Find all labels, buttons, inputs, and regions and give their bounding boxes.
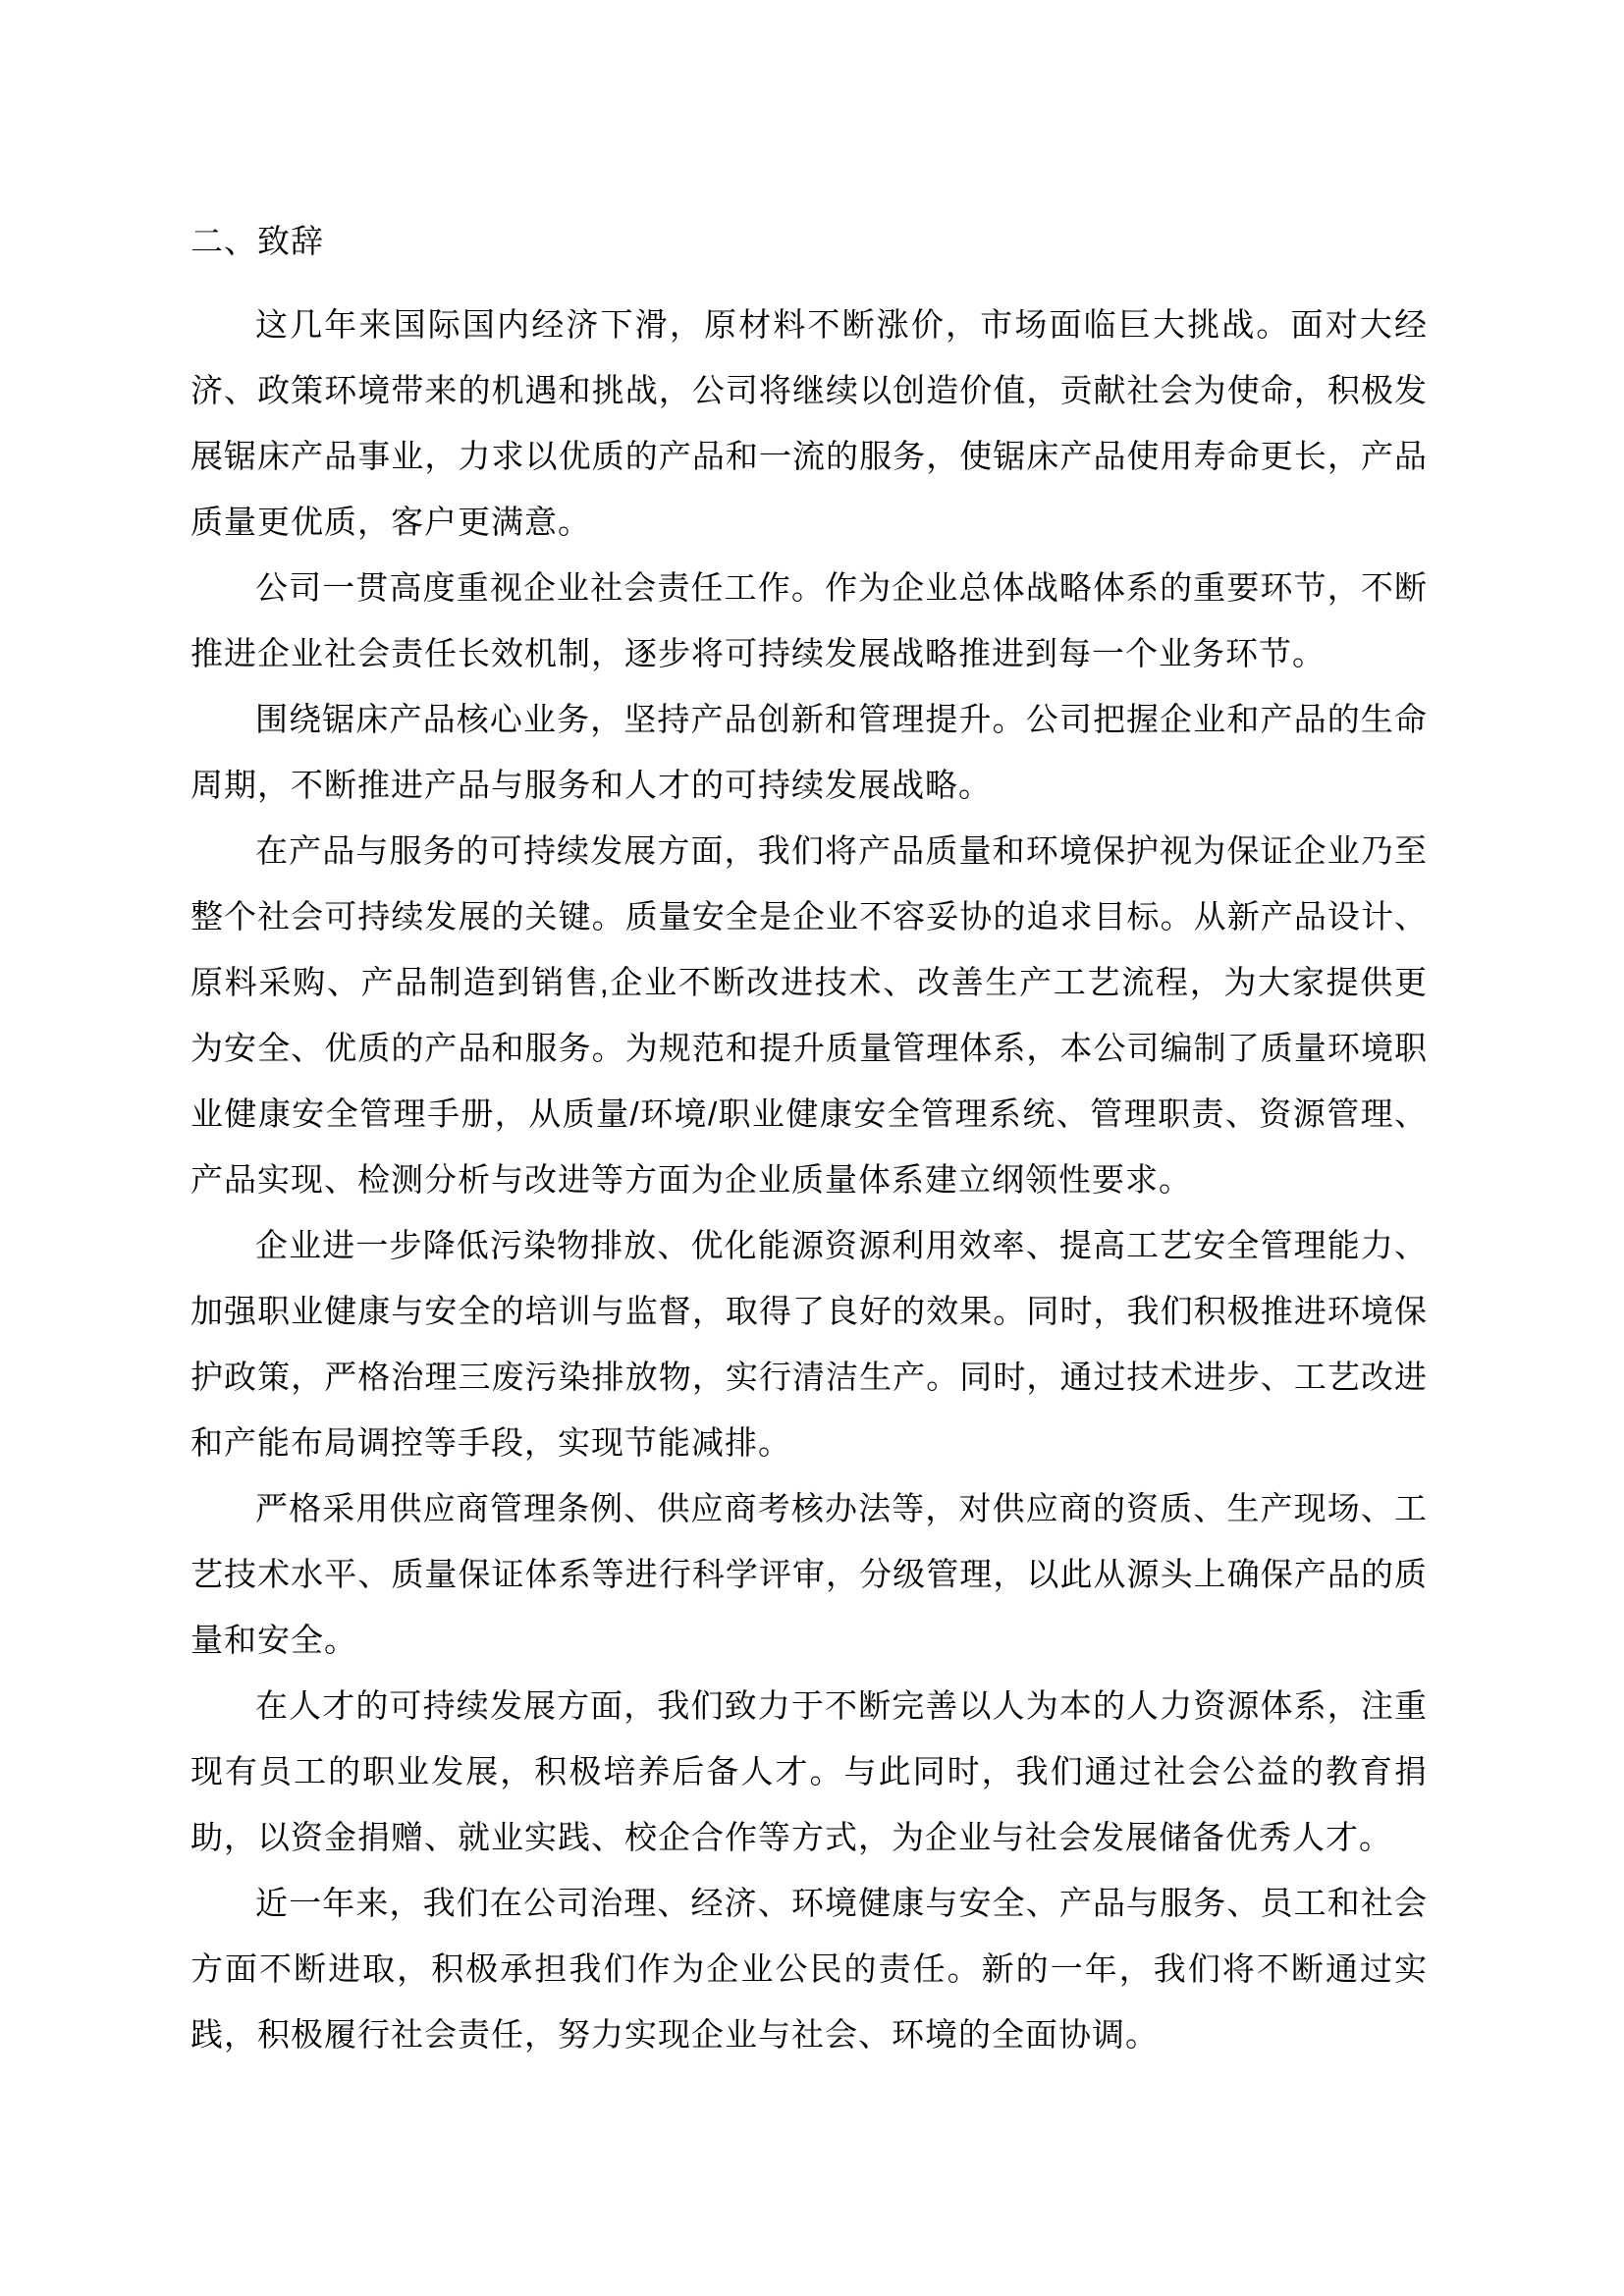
paragraph-economy-challenge: 这几年来国际国内经济下滑，原材料不断涨价，市场面临巨大挑战。面对大经济、政策环境带来的机遇和挑战，公司将继续以创造价值，贡献社会为使命，积极发展锯床产品事业，力求以优质的产品和一流的服务，使锯床产品使用寿命更长，产品质量更优质，客户更满意。 [190,306,1428,540]
paragraph-core-business: 围绕锯床产品核心业务，坚持产品创新和管理提升。公司把握企业和产品的生命周期，不断推进产品与服务和人才的可持续发展战略。 [190,701,1428,803]
paragraph-closing-commitment: 近一年来，我们在公司治理、经济、环境健康与安全、产品与服务、员工和社会方面不断进取，积极承担我们作为企业公民的责任。新的一年，我们将不断通过实践，积极履行社会责任，努力实现企业与社会、环境的全面协调。 [190,1885,1428,2053]
paragraph-talent-sustainability: 在人才的可持续发展方面，我们致力于不断完善以人为本的人力资源体系，注重现有员工的职业发展，积极培养后备人才。与此同时，我们通过社会公益的教育捐助，以资金捐赠、就业实践、校企合作等方式，为企业与社会发展储备优秀人才。 [190,1687,1428,1855]
paragraph-supplier-management: 严格采用供应商管理条例、供应商考核办法等，对供应商的资质、生产现场、工艺技术水平、质量保证体系等进行科学评审，分级管理，以此从源头上确保产品的质量和安全。 [190,1490,1428,1658]
section-heading: 二、致辞 [190,223,324,259]
paragraph-environment-safety: 企业进一步降低污染物排放、优化能源资源利用效率、提高工艺安全管理能力、加强职业健康与安全的培训与监督，取得了良好的效果。同时，我们积极推进环境保护政策，严格治理三废污染排放物，实行清洁生产。同时，通过技术进步、工艺改进和产能布局调控等手段，实现节能减排。 [190,1227,1428,1461]
paragraph-csr-strategy: 公司一贯高度重视企业社会责任工作。作为企业总体战略体系的重要环节，不断推进企业社会责任长效机制，逐步将可持续发展战略推进到每一个业务环节。 [190,569,1428,671]
paragraph-product-service-sustainability: 在产品与服务的可持续发展方面，我们将产品质量和环境保护视为保证企业乃至整个社会可持续发展的关键。质量安全是企业不容妥协的追求目标。从新产品设计、原料采购、产品制造到销售,企业不断改进技术、改善生产工艺流程，为大家提供更为安全、优质的产品和服务。为规范和提升质量管理体系，本公司编制了质量环境职业健康安全管理手册，从质量/环境/职业健康安全管理系统、管理职责、资源管理、产品实现、检测分析与改进等方面为企业质量体系建立纲领性要求。 [190,832,1428,1198]
